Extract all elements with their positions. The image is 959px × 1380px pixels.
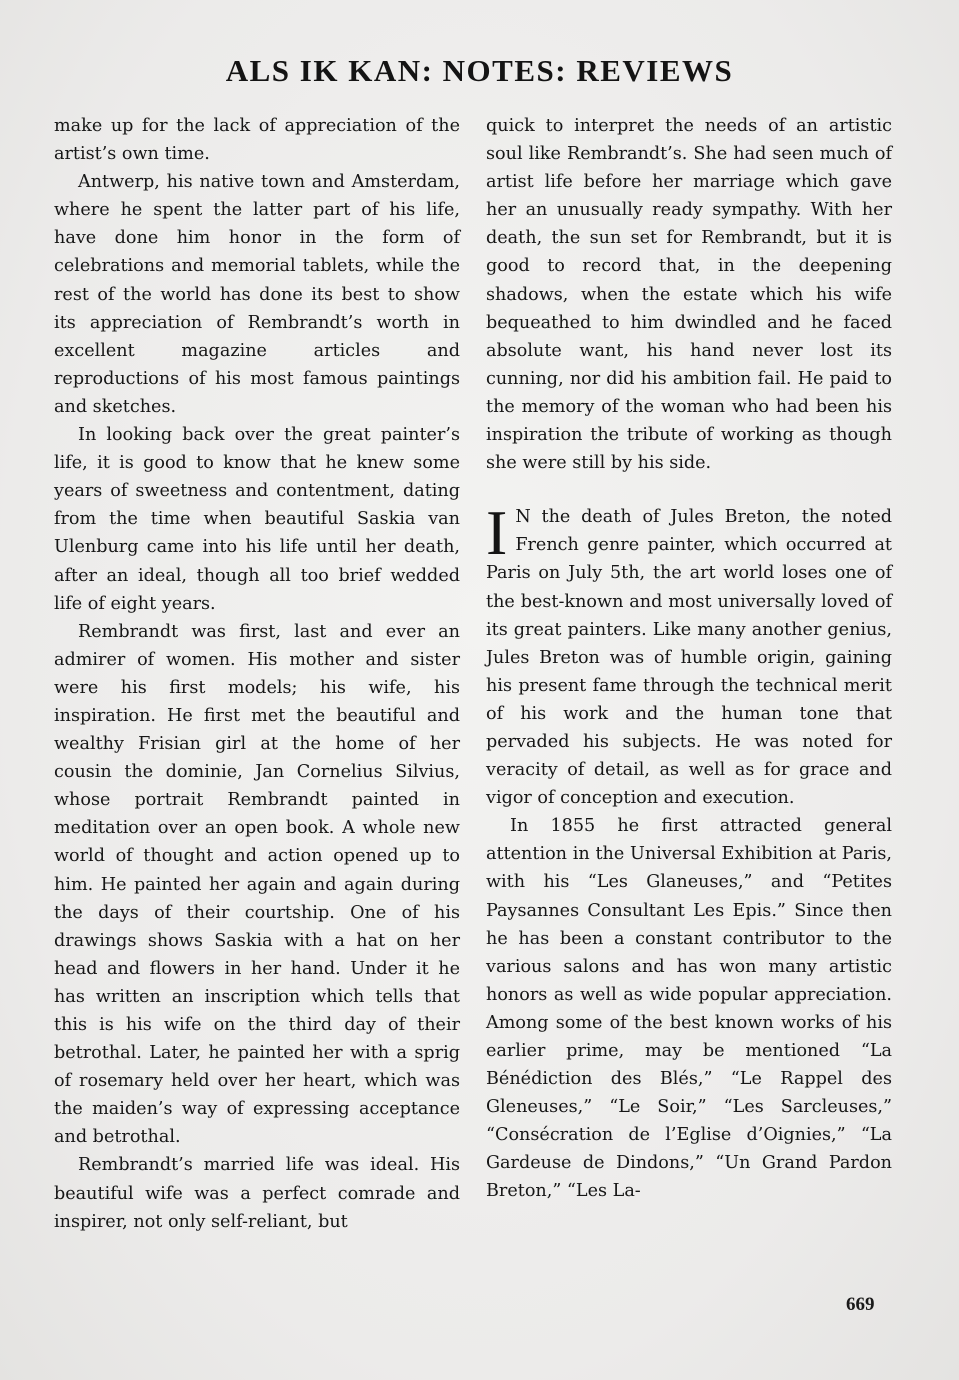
paragraph: In 1855 he first attracted general attention in the Universal Exhibition at Paris, with his “Les Glaneuses,” and “Petites Paysannes Consultant Les Epis.” Since then he has been a constant contributor to the various salons and has won many artistic honors as well as wide popular appreciation. Among some of the best known works of his earlier prime, may be mentioned “La Bénédiction des Blés,” “Le Rappel des Gleneuses,” “Le Soir,” “Les Sarcleuses,” “Consécration de l’Eglise d’Oignies,” “La Gardeuse de Dindons,” “Un Grand Pardon Breton,” “Les La- bbox=[486, 816, 892, 1202]
paragraph: Rembrandt was first, last and ever an admirer of women. His mother and sister were his first models; his wife, his inspiration. He first met the beautiful and wealthy Frisian girl at the home of her cousin the dominie, Jan Cornelius Silvius, whose portrait Rembrandt painted in meditation over an open book. A whole new world of thought and action opened up to him. He painted her again and again during the days of their courtship. One of his drawings shows Saskia with a hat on her head and flowers in her hand. Under it he has written an inscription which tells that this is his wife on the third day of their betrothal. Later, he painted her with a sprig of rosemary held over her heart, which was the maiden’s way of expressing acceptance and betrothal. bbox=[54, 621, 460, 1148]
right-column bbox=[486, 112, 892, 1206]
paragraph: Antwerp, his native town and Amsterdam, where he spent the latter part of his life, have done him honor in the form of celebrations and memorial tablets, while the rest of the world has done its best to show its appreciation of Rembrandt’s worth in excellent magazine articles and reproductions of his most famous paintings and sketches. bbox=[54, 172, 460, 417]
breton-notice-text: N the death of Jules Breton, the noted French genre painter, which occurred at Paris on July 5th, the art world loses one of the best-known and most universally loved of its great painters. Like many another genius, Jules Breton was of humble origin, gaining his present fame through the technical merit of his work and the human tone that pervaded his subjects. He was noted for veracity of detail, as well as for grace and vigor of conception and execution. bbox=[486, 507, 892, 809]
running-title: ALS IK KAN: NOTES: REVIEWS bbox=[225, 53, 734, 88]
page-number: 669 bbox=[846, 1294, 875, 1315]
drop-cap: I bbox=[486, 497, 508, 569]
paragraph: In looking back over the great painter’s life, it is good to know that he knew some years of sweetness and contentment, dating from the time when beautiful Saskia van Ulenburg came into his life until her death, after an ideal, though all too brief wedded life of eight years. bbox=[54, 425, 460, 614]
breton-notice-paragraph bbox=[486, 497, 892, 812]
paragraph: make up for the lack of appreciation of the artist’s own time. bbox=[54, 116, 460, 165]
paragraph: Rembrandt’s married life was ideal. His beautiful wife was a perfect comrade and inspirer, not only self-reliant, but bbox=[54, 1155, 460, 1232]
paragraph: quick to interpret the needs of an artistic soul like Rembrandt’s. She had seen much of artist life before her marriage which gave her an unusually ready sympathy. With her death, the sun set for Rembrandt, but it is good to record that, in the deepening shadows, when the estate which his wife bequeathed to him dwindled and he faced absolute want, his hand never lost its cunning, nor did his ambition fail. He paid to the memory of the woman who had been his inspiration the tribute of working as though she were still by his side. bbox=[486, 116, 892, 474]
left-column bbox=[54, 112, 460, 1236]
